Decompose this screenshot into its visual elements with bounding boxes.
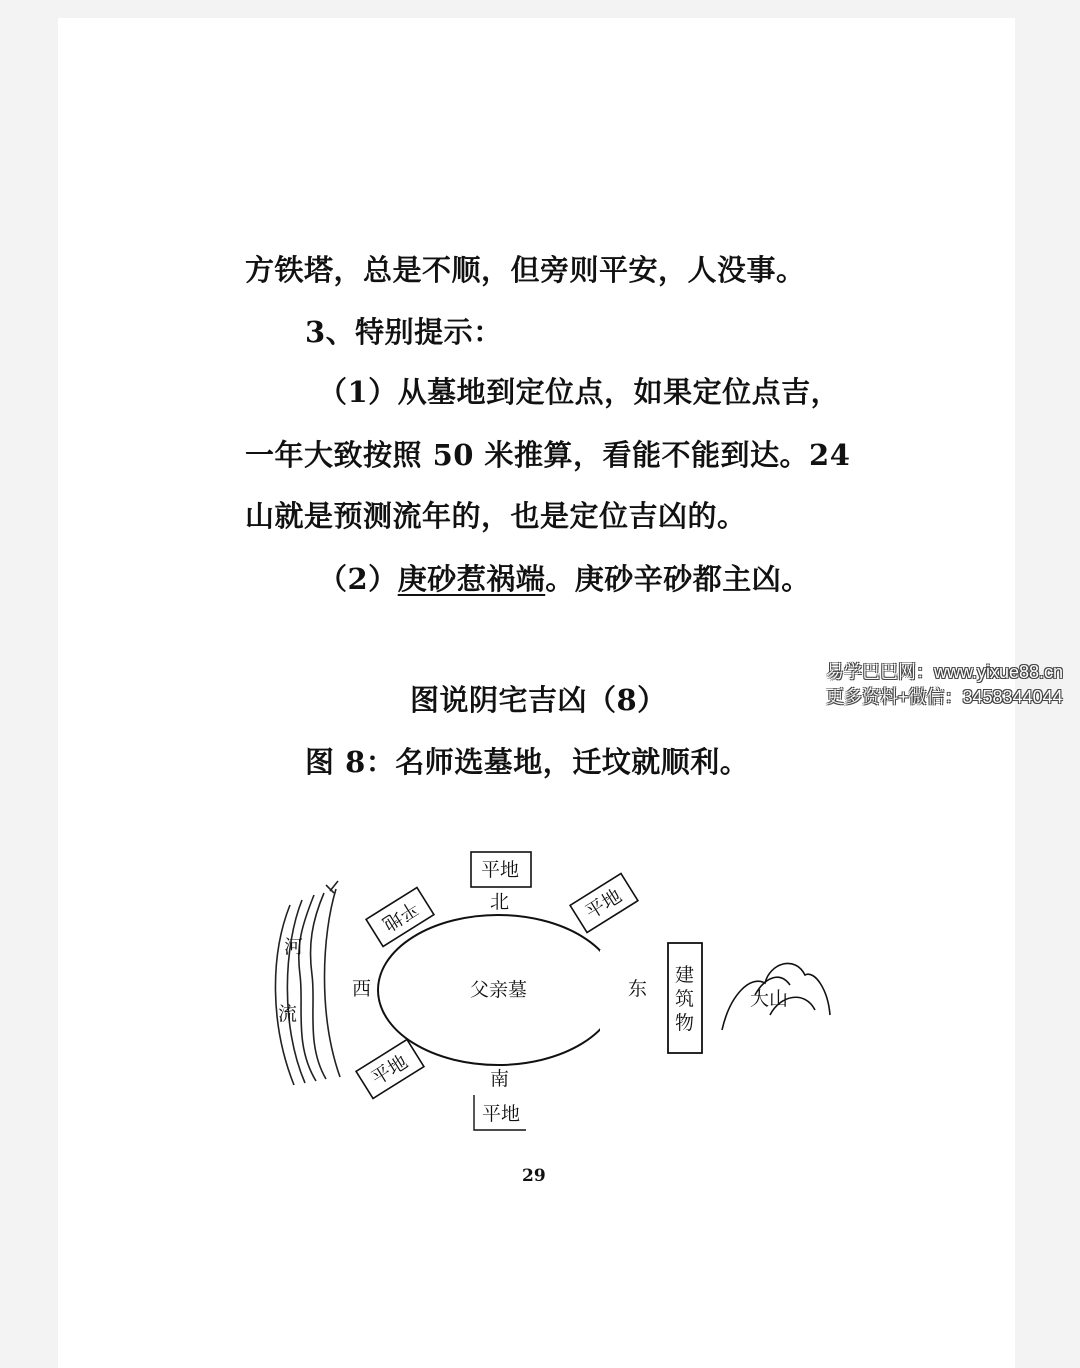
direction-west: 西 <box>352 978 372 1000</box>
figure-title: 图说阴宅吉凶（8） <box>410 683 667 717</box>
direction-north: 北 <box>490 891 510 913</box>
flat-box-northeast <box>570 874 638 933</box>
paragraph-line: 山就是预测流年的，也是定位吉凶的。 <box>245 499 747 533</box>
mountain-label: 大山 <box>750 988 789 1010</box>
river-lines <box>275 881 340 1085</box>
page-number: 29 <box>522 1166 546 1186</box>
flat-box-southwest <box>356 1040 424 1099</box>
paragraph-line: 方铁塔，总是不顺，但旁则平安，人没事。 <box>245 253 806 287</box>
direction-east: 东 <box>628 978 648 1000</box>
watermark <box>826 660 1063 710</box>
svg-text:平地: 平地 <box>581 884 626 924</box>
flat-box-northwest <box>366 888 434 947</box>
underlined-phrase: 庚砂惹祸端 <box>397 562 546 596</box>
river-label: 流 <box>278 1003 298 1025</box>
paragraph-line <box>318 557 811 598</box>
paragraph-line: （1）从墓地到定位点，如果定位点吉， <box>318 375 841 409</box>
watermark-line: 更多资料+微信：3458344044 <box>826 687 1063 707</box>
flat-box-north <box>471 852 531 887</box>
section-heading: 3、特别提示： <box>305 315 503 349</box>
svg-text:平地: 平地 <box>482 1103 521 1125</box>
figure-caption: 图 8：名师选墓地，迁坟就顺利。 <box>305 745 750 779</box>
watermark-line: 易学巴巴网：www.yixue88.cn <box>826 662 1064 682</box>
tomb-label: 父亲墓 <box>470 979 528 1001</box>
paragraph-text: 。庚砂辛砂都主凶。 <box>545 562 811 596</box>
flat-box-south <box>474 1095 526 1130</box>
building-box <box>668 943 702 1053</box>
svg-text:平地: 平地 <box>378 896 423 936</box>
svg-text:平地: 平地 <box>367 1050 412 1090</box>
svg-text:筑: 筑 <box>675 988 695 1010</box>
svg-text:物: 物 <box>675 1012 695 1034</box>
grave-diagram <box>250 845 850 1145</box>
svg-text:平地: 平地 <box>481 859 520 881</box>
direction-south: 南 <box>490 1068 510 1090</box>
river-label: 河 <box>284 936 304 958</box>
list-marker: （2） <box>318 562 398 596</box>
svg-text:建: 建 <box>675 964 695 986</box>
paragraph-line: 一年大致按照 50 米推算，看能不能到达。24 <box>245 438 851 472</box>
